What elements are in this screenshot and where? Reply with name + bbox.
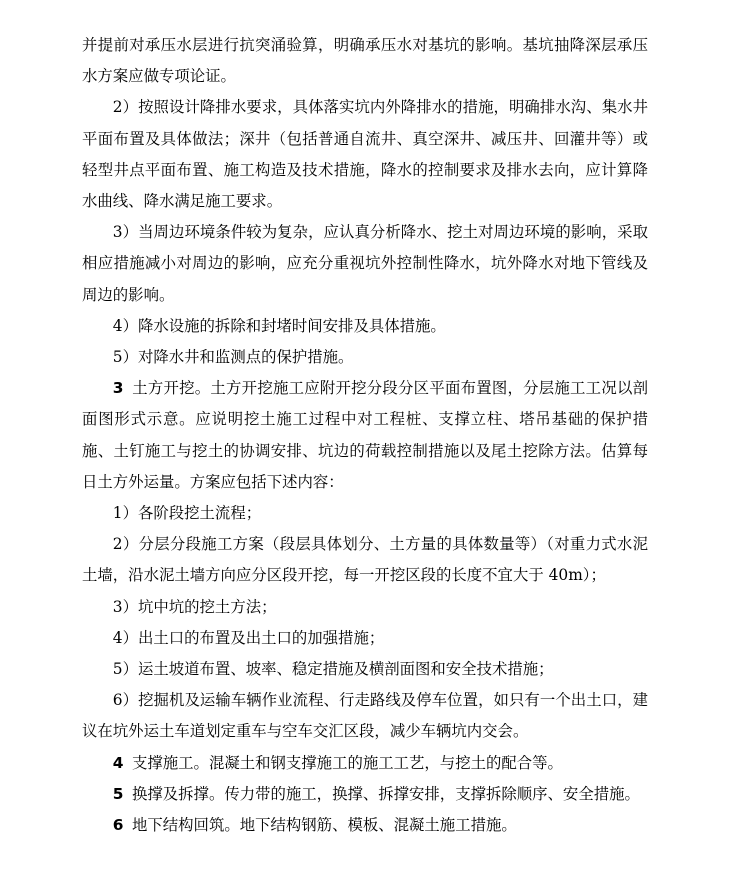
paragraph-earthwork-item-3: [82, 592, 648, 623]
paragraph-text: 地下结构回筑。地下结构钢筋、模板、混凝土施工措施。: [131, 816, 517, 835]
paragraph-text: 换撑及拆撑。传力带的施工，换撑、拆撑安排，支撑拆除顺序、安全措施。: [131, 784, 640, 803]
paragraph-text: 4）降水设施的拆除和封堵时间安排及具体措施。: [112, 316, 446, 335]
section-number: 5: [112, 784, 124, 803]
paragraph-text: 2）按照设计降排水要求，具体落实坑内外降排水的措施，明确排水沟、集水井平面布置及具体做法；深井（包括普通自流井、真空深井、减压井、回灌井等）或轻型井点平面布置、施工构造及技术措施，降水的控制要求及排水去向，应计算降水曲线、降水满足施工要求。: [82, 98, 648, 211]
paragraph-earthwork-item-6: [82, 685, 648, 747]
section-number: 3: [112, 379, 124, 398]
paragraph-text: 3）当周边环境条件较为复杂，应认真分析降水、挖土对周边环境的影响，采取相应措施减小对周边的影响，应充分重视坑外控制性降水，坑外降水对地下管线及周边的影响。: [82, 223, 648, 304]
section-number: 6: [112, 816, 124, 835]
paragraph-text: 5）对降水井和监测点的保护措施。: [112, 348, 354, 367]
paragraph-earthwork-item-4: [82, 623, 648, 654]
paragraph-earthwork-item-2: [82, 529, 648, 591]
section-4-support: [82, 748, 648, 779]
paragraph-dewatering-item-2: [82, 92, 648, 217]
paragraph-text: 1）各阶段挖土流程；: [112, 504, 262, 523]
paragraph-text: 5）运土坡道布置、坡率、稳定措施及横剖面图和安全技术措施；: [112, 660, 554, 679]
section-3-earthwork: [82, 373, 648, 498]
paragraph-text: 支撑施工。混凝土和钢支撑施工的施工工艺，与挖土的配合等。: [131, 753, 563, 772]
paragraph-intro: [82, 30, 648, 92]
paragraph-dewatering-item-3: [82, 217, 648, 311]
paragraph-text: 2）分层分段施工方案（段层具体划分、土方量的具体数量等）（对重力式水泥土墙，沿水泥土墙方向应分区段开挖，每一开挖区段的长度不宜大于 40m）；: [82, 535, 648, 585]
paragraph-text: 土方开挖。土方开挖施工应附开挖分段分区平面布置图，分层施工工况以剖面图形式示意。应说明挖土施工过程中对工程桩、支撑立柱、塔吊基础的保护措施、土钉施工与挖土的协调安排、坑边的荷载控制措施以及尾土挖除方法。估算每日土方外运量。方案应包括下述内容：: [82, 379, 648, 491]
document-page: [82, 30, 648, 841]
section-number: 4: [112, 753, 124, 772]
paragraph-earthwork-item-1: [82, 498, 648, 529]
paragraph-text: 3）坑中坑的挖土方法；: [112, 597, 277, 616]
paragraph-earthwork-item-5: [82, 654, 648, 685]
section-5-bracing-change: [82, 779, 648, 810]
paragraph-dewatering-item-5: [82, 342, 648, 373]
paragraph-dewatering-item-4: [82, 311, 648, 342]
section-6-underground-structure: [82, 810, 648, 841]
paragraph-text: 并提前对承压水层进行抗突涌验算，明确承压水对基坑的影响。基坑抽降深层承压水方案应做专项论证。: [82, 36, 648, 86]
paragraph-text: 4）出土口的布置及出土口的加强措施；: [112, 628, 385, 647]
paragraph-text: 6）挖掘机及运输车辆作业流程、行走路线及停车位置，如只有一个出土口，建议在坑外运土车道划定重车与空车交汇区段，减少车辆坑内交会。: [82, 691, 648, 741]
